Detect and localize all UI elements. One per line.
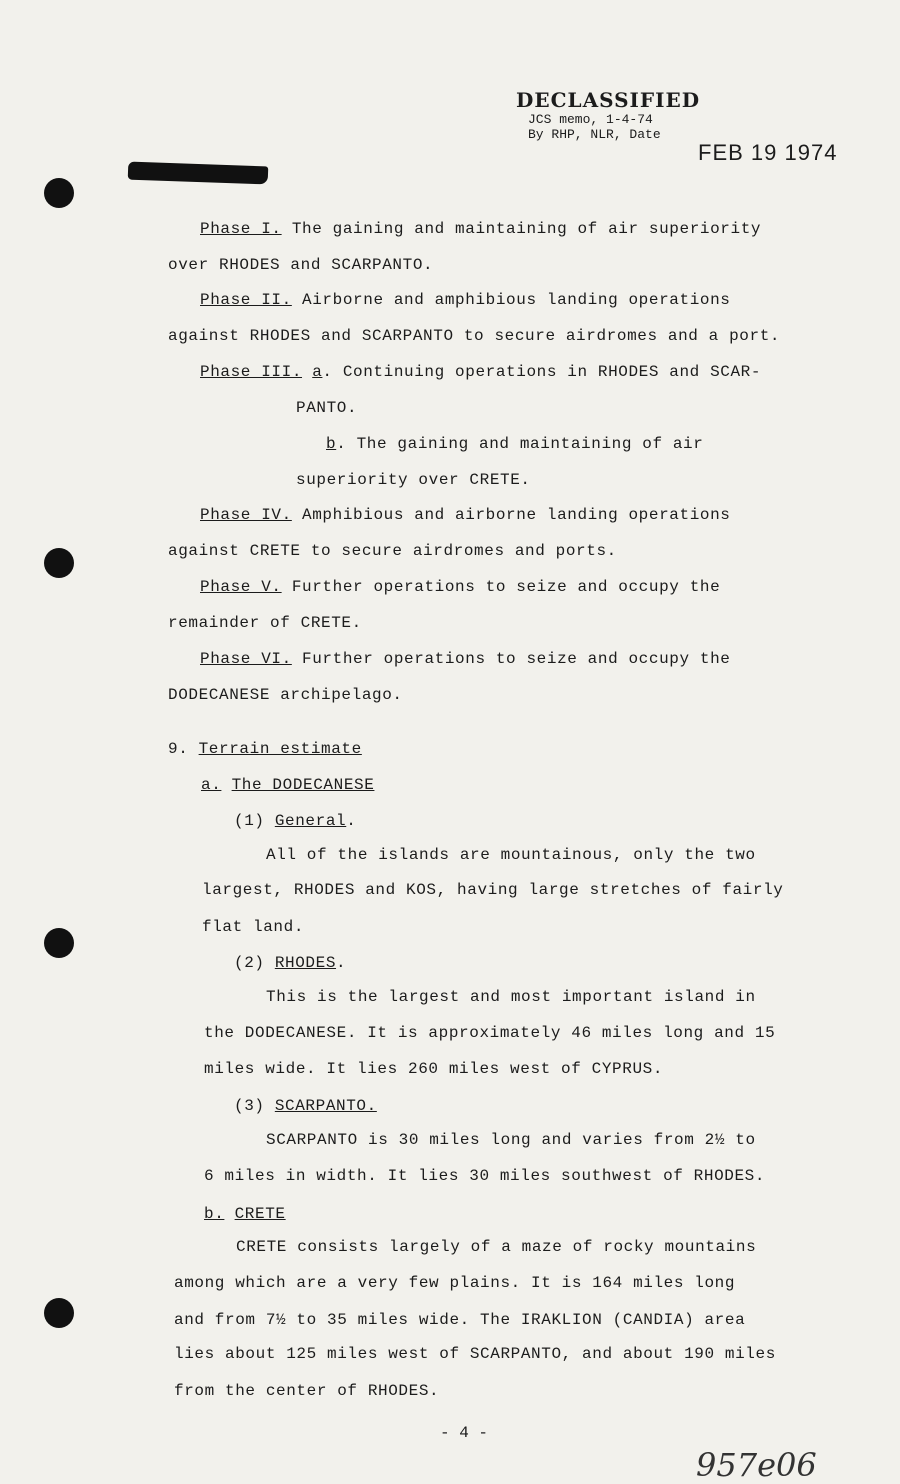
- item-1-number: (1): [234, 812, 265, 830]
- crete-line-5: from the center of RHODES.: [174, 1382, 440, 1400]
- phase-4-line-1: [200, 506, 731, 524]
- item-2-line-3: miles wide. It lies 260 miles west of CYPRUS.: [204, 1060, 664, 1078]
- subsection-b-letter: b.: [204, 1205, 225, 1223]
- phase-5-label: Phase V.: [200, 578, 282, 596]
- item-3-number: (3): [234, 1097, 265, 1115]
- item-2-dot: .: [336, 954, 347, 972]
- stamp-memo-line: JCS memo, 1-4-74: [528, 112, 653, 127]
- item-1-dot: .: [346, 812, 357, 830]
- handwritten-code: 957e06: [696, 1446, 817, 1484]
- item-1-title: General: [274, 812, 347, 830]
- crete-line-1: CRETE consists largely of a maze of rocky mountains: [236, 1238, 757, 1256]
- phase-4-line-2: against CRETE to secure airdromes and ports.: [168, 542, 617, 560]
- punch-hole: [44, 178, 74, 208]
- section-number: 9.: [168, 740, 189, 758]
- phase-6-line-2: DODECANESE archipelago.: [168, 686, 403, 704]
- phase-3b-text: . The gaining and maintaining of air: [336, 435, 704, 453]
- declassification-stamp: [516, 88, 700, 142]
- item-3-line-2: 6 miles in width. It lies 30 miles southwest of RHODES.: [204, 1167, 766, 1185]
- phase-5-line-1: [200, 578, 720, 596]
- phase-2-text: Airborne and amphibious landing operations: [302, 291, 731, 309]
- punch-hole: [44, 1298, 74, 1328]
- phase-5-line-2: remainder of CRETE.: [168, 614, 362, 632]
- phase-2-label: Phase II.: [200, 291, 292, 309]
- phase-4-label: Phase IV.: [200, 506, 292, 524]
- phase-3a-text: . Continuing operations in RHODES and SCAR-: [322, 363, 762, 381]
- phase-1-line-1: [200, 220, 761, 238]
- phase-3b-line-2: superiority over CRETE.: [296, 471, 531, 489]
- phase-1-label: Phase I.: [200, 220, 282, 238]
- phase-3a-line-1: [200, 363, 761, 381]
- section-title: Terrain estimate: [198, 740, 362, 758]
- item-2-title: RHODES: [274, 954, 337, 972]
- subsection-b-heading: [204, 1205, 286, 1223]
- section-9-heading: [168, 740, 362, 758]
- item-2-heading: [234, 954, 346, 972]
- stamp-date: FEB 19 1974: [698, 140, 838, 165]
- phase-3a-line-2: PANTO.: [296, 399, 358, 417]
- item-3-heading: [234, 1097, 377, 1115]
- subsection-b-title: CRETE: [234, 1205, 286, 1223]
- redaction-mark: [128, 162, 269, 185]
- crete-line-4: lies about 125 miles west of SCARPANTO, and about 190 miles: [174, 1345, 776, 1363]
- item-2-line-2: the DODECANESE. It is approximately 46 miles long and 15: [204, 1024, 776, 1042]
- subsection-a-heading: [201, 776, 374, 794]
- phase-2-line-1: [200, 291, 731, 309]
- item-1-line-2: largest, RHODES and KOS, having large stretches of fairly: [202, 881, 784, 899]
- phase-3-label: Phase III.: [200, 363, 303, 381]
- punch-hole: [44, 548, 74, 578]
- phase-6-label: Phase VI.: [200, 650, 292, 668]
- page-number: - 4 -: [440, 1424, 489, 1442]
- phase-3b-line-1: [326, 435, 703, 453]
- item-3-line-1: SCARPANTO is 30 miles long and varies from 2½ to: [266, 1131, 756, 1149]
- subsection-a-title: The DODECANESE: [231, 776, 375, 794]
- crete-line-2: among which are a very few plains. It is 164 miles long: [174, 1274, 736, 1292]
- phase-6-line-1: [200, 650, 731, 668]
- phase-3b-letter: b: [326, 435, 337, 453]
- phase-6-text: Further operations to seize and occupy the: [302, 650, 731, 668]
- phase-4-text: Amphibious and airborne landing operations: [302, 506, 731, 524]
- stamp-by-line: By RHP, NLR, Date: [528, 127, 661, 142]
- item-1-line-3: flat land.: [202, 918, 305, 936]
- phase-3a-letter: a: [312, 363, 323, 381]
- item-2-line-1: This is the largest and most important island in: [266, 988, 756, 1006]
- stamp-title: DECLASSIFIED: [516, 88, 701, 112]
- item-1-heading: [234, 812, 356, 830]
- phase-5-text: Further operations to seize and occupy the: [291, 578, 721, 596]
- item-1-line-1: All of the islands are mountainous, only the two: [266, 846, 756, 864]
- punch-hole: [44, 928, 74, 958]
- item-2-number: (2): [234, 954, 265, 972]
- phase-1-line-2: over RHODES and SCARPANTO.: [168, 256, 434, 274]
- crete-line-3: and from 7½ to 35 miles wide. The IRAKLION (CANDIA) area: [174, 1311, 746, 1329]
- item-3-title: SCARPANTO.: [274, 1097, 377, 1115]
- subsection-a-letter: a.: [201, 776, 222, 794]
- phase-1-text: The gaining and maintaining of air superiority: [291, 220, 762, 238]
- phase-2-line-2: against RHODES and SCARPANTO to secure airdromes and a port.: [168, 327, 781, 345]
